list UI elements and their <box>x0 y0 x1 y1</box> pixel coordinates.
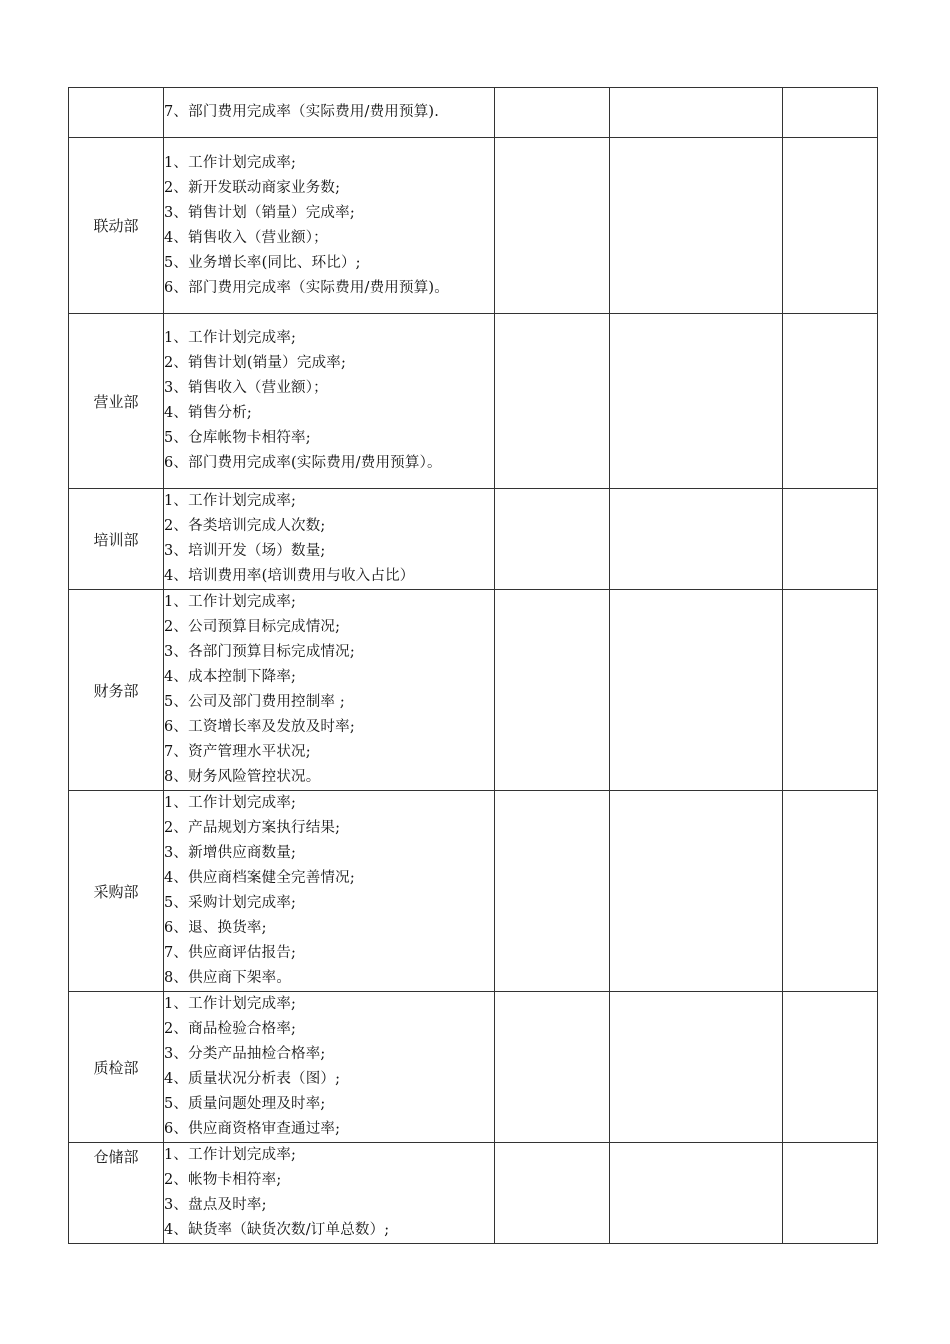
empty-cell <box>783 992 878 1143</box>
list-item: 3、销售收入（营业额）； <box>164 380 328 396</box>
list-item: 5、公司及部门费用控制率 ; <box>164 694 346 710</box>
dept-cell: 财务部 <box>69 590 164 791</box>
list-item: 3、培训开发（场）数量; <box>164 543 326 559</box>
list-item: 2、公司预算目标完成情况; <box>164 619 341 635</box>
list-item: 8、供应商下架率。 <box>164 970 292 986</box>
empty-cell <box>783 489 878 590</box>
empty-cell <box>495 992 610 1143</box>
list-item: 3、分类产品抽检合格率; <box>164 1046 326 1062</box>
empty-cell <box>495 314 610 489</box>
dept-cell <box>69 88 164 138</box>
kpi-table-body <box>69 88 878 1244</box>
table-row <box>69 791 878 992</box>
list-item: 4、质量状况分析表（图）; <box>164 1071 341 1087</box>
list-item: 5、业务增长率(同比、环比）; <box>164 254 361 271</box>
empty-cell <box>495 1143 610 1244</box>
table-row <box>69 992 878 1143</box>
table-row <box>69 590 878 791</box>
list-item: 2、新开发联动商家业务数; <box>164 179 341 196</box>
empty-cell <box>610 791 783 992</box>
list-item: 4、缺货率（缺货次数/订单总数）; <box>164 1222 390 1238</box>
list-item: 5、质量问题处理及时率; <box>164 1096 326 1112</box>
table-row <box>69 314 878 489</box>
list-item: 5、仓库帐物卡相符率; <box>164 430 311 446</box>
list-item: 1、工作计划完成率; <box>164 996 297 1012</box>
list-item: 1、工作计划完成率; <box>164 1147 297 1163</box>
list-item: 3、销售计划（销量）完成率; <box>164 204 355 221</box>
empty-cell <box>610 88 783 138</box>
list-item: 6、供应商资格审查通过率; <box>164 1121 341 1137</box>
dept-cell: 仓储部 <box>69 1143 164 1244</box>
empty-cell <box>783 138 878 314</box>
list-item: 6、部门费用完成率（实际费用/费用预算)。 <box>164 279 449 296</box>
list-item: 1、工作计划完成率; <box>164 154 297 171</box>
empty-cell <box>495 590 610 791</box>
list-item: 1、工作计划完成率; <box>164 594 297 610</box>
empty-cell <box>783 88 878 138</box>
list-item: 1、工作计划完成率; <box>164 795 297 811</box>
kpi-table <box>68 87 878 1244</box>
items-cell <box>164 88 495 138</box>
list-item: 2、销售计划(销量）完成率; <box>164 355 347 371</box>
list-item: 4、成本控制下降率; <box>164 669 297 685</box>
empty-cell <box>610 314 783 489</box>
dept-cell: 营业部 <box>69 314 164 489</box>
empty-cell <box>783 590 878 791</box>
list-item: 4、供应商档案健全完善情况; <box>164 870 355 886</box>
list-item: 4、销售收入（营业额）； <box>164 229 328 246</box>
items-cell <box>164 992 495 1143</box>
items-cell <box>164 489 495 590</box>
list-item: 4、培训费用率(培训费用与收入占比） <box>164 568 415 584</box>
empty-cell <box>783 791 878 992</box>
items-cell <box>164 314 495 489</box>
list-item: 2、商品检验合格率; <box>164 1021 297 1037</box>
list-item: 7、资产管理水平状况; <box>164 744 311 760</box>
empty-cell <box>610 489 783 590</box>
list-item: 6、退、换货率; <box>164 920 267 936</box>
list-item: 4、销售分析; <box>164 405 253 421</box>
empty-cell <box>610 1143 783 1244</box>
list-item: 3、各部门预算目标完成情况; <box>164 644 355 660</box>
dept-cell: 培训部 <box>69 489 164 590</box>
empty-cell <box>610 992 783 1143</box>
list-item: 2、帐物卡相符率; <box>164 1172 282 1188</box>
list-item: 2、产品规划方案执行结果; <box>164 820 341 836</box>
items-cell <box>164 791 495 992</box>
empty-cell <box>495 138 610 314</box>
list-item: 3、盘点及时率; <box>164 1197 267 1213</box>
list-item: 1、工作计划完成率; <box>164 493 297 509</box>
dept-cell: 采购部 <box>69 791 164 992</box>
list-item: 8、财务风险管控状况。 <box>164 769 321 785</box>
list-item: 5、采购计划完成率; <box>164 895 297 911</box>
empty-cell <box>495 88 610 138</box>
table-row <box>69 489 878 590</box>
list-item: 3、新增供应商数量; <box>164 845 297 861</box>
empty-cell <box>783 1143 878 1244</box>
empty-cell <box>610 590 783 791</box>
dept-cell: 联动部 <box>69 138 164 314</box>
list-item: 6、工资增长率及发放及时率; <box>164 719 355 735</box>
list-item: 1、工作计划完成率; <box>164 330 297 346</box>
table-row <box>69 1143 878 1244</box>
table-row <box>69 138 878 314</box>
empty-cell <box>495 489 610 590</box>
items-cell <box>164 1143 495 1244</box>
table-row <box>69 88 878 138</box>
list-item: 6、部门费用完成率(实际费用/费用预算）。 <box>164 455 442 471</box>
empty-cell <box>495 791 610 992</box>
dept-cell: 质检部 <box>69 992 164 1143</box>
items-cell <box>164 138 495 314</box>
items-cell <box>164 590 495 791</box>
empty-cell <box>783 314 878 489</box>
empty-cell <box>610 138 783 314</box>
list-item: 7、供应商评估报告; <box>164 945 297 961</box>
list-item: 2、各类培训完成人次数; <box>164 518 326 534</box>
list-item: 7、部门费用完成率（实际费用/费用预算). <box>164 104 440 120</box>
